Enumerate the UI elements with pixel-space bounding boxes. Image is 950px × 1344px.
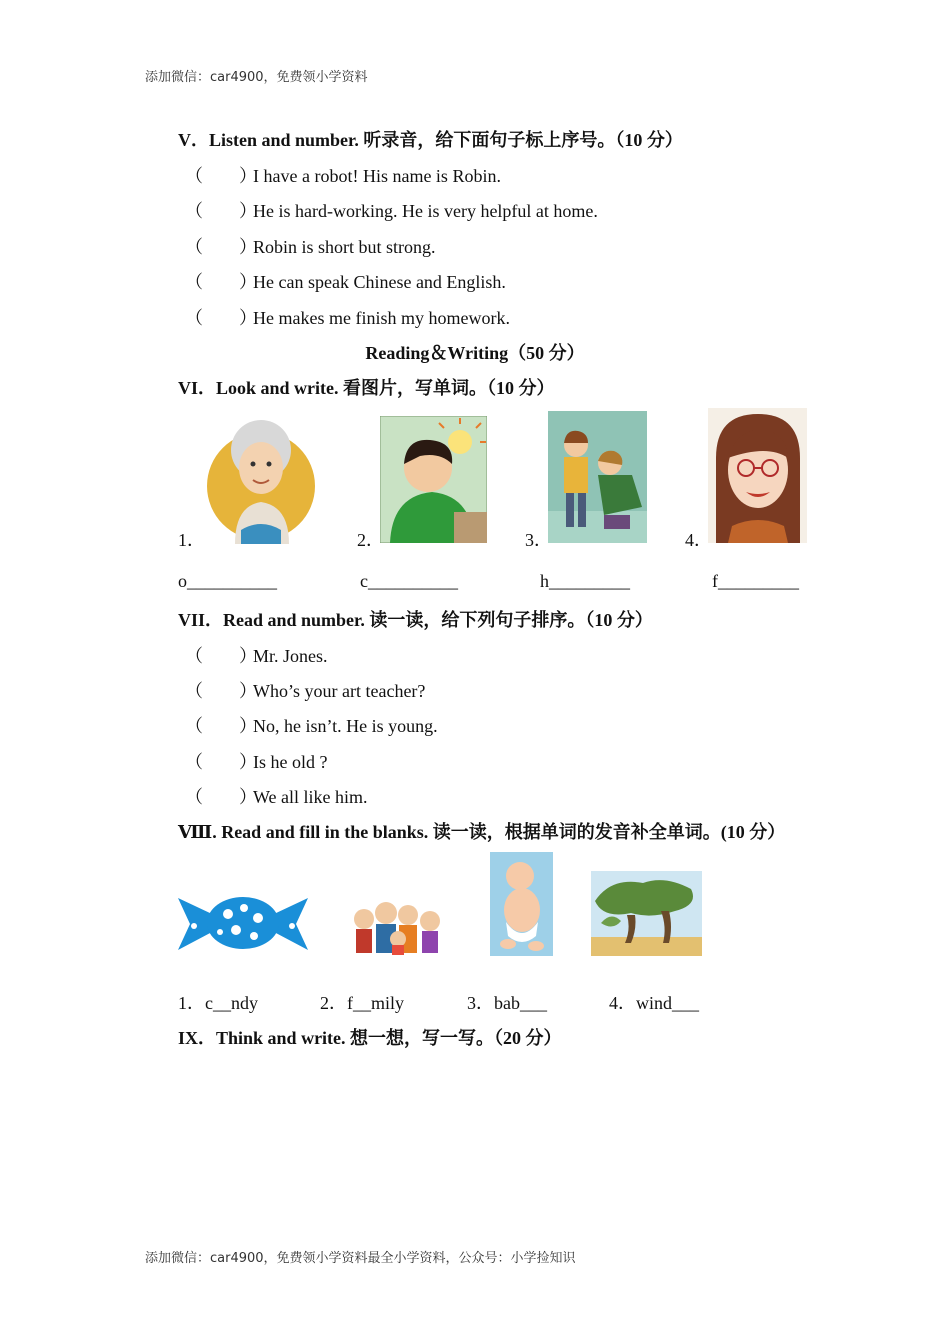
item-text: He makes me finish my homework. [253,308,510,328]
list-item [185,304,510,330]
list-item [185,268,506,294]
item-text: Mr. Jones. [253,646,328,666]
item-text: No, he isn’t. He is young. [253,716,438,736]
answer-paren[interactable]: （ ） [185,201,257,221]
section-6-title: VI．Look and write. 看图片，写单词。（10 分） [178,378,555,398]
answer-paren[interactable]: （ ） [185,787,257,807]
section-9-title: IX．Think and write. 想一想，写一写。（20 分） [178,1028,562,1048]
item-text: Robin is short but strong. [253,237,436,257]
family-icon [346,895,450,957]
answer-paren[interactable]: （ ） [185,308,257,328]
windy-trees-icon [591,871,702,956]
item-text: Is he old ? [253,752,328,772]
thinking-boy-icon [380,416,487,543]
picture-number: 4． [685,530,712,550]
word-blank[interactable]: c__________ [360,571,458,591]
picture-number: 2． [357,530,384,550]
list-item [185,783,368,809]
candy-icon [178,888,308,956]
item-text: He is hard-working. He is very helpful at home. [253,201,598,221]
footer-note: 添加微信：car4900，免费领小学资料最全小学资料，公众号：小学捡知识 [145,1251,576,1266]
answer-paren[interactable]: （ ） [185,646,257,666]
word-blank[interactable]: f_________ [712,571,799,591]
item-text: I have a robot! His name is Robin. [253,166,501,186]
section-5-title: V．Listen and number. 听录音，给下面句子标上序号。（10 分） [178,130,683,150]
section-8-title: Ⅷ. Read and fill in the blanks. 读一读，根据单词的发音补全单词。(10 分） [178,822,786,842]
list-item [185,642,328,668]
list-item [185,162,501,188]
baby-icon [490,852,553,956]
list-item [185,197,598,223]
picture-number: 1． [178,530,205,550]
item-text: We all like him. [253,787,368,807]
word-blank[interactable]: h_________ [540,571,630,591]
list-item [185,748,327,774]
answer-paren[interactable]: （ ） [185,681,257,701]
fill-word[interactable]: 3．bab___ [467,993,547,1013]
grandma-icon [205,410,317,544]
item-text: Who’s your art teacher? [253,681,426,701]
section-7-title: VII．Read and number. 读一读，给下列句子排序。（10 分） [178,610,653,630]
answer-paren[interactable]: （ ） [185,716,257,736]
list-item [185,233,436,259]
answer-paren[interactable]: （ ） [185,272,257,292]
part-title: Reading＆Writing（50 分） [365,343,585,363]
helping-kids-icon [548,411,647,543]
word-blank[interactable]: o__________ [178,571,277,591]
list-item [185,712,438,738]
answer-paren[interactable]: （ ） [185,752,257,772]
item-text: He can speak Chinese and English. [253,272,506,292]
answer-paren[interactable]: （ ） [185,166,257,186]
answer-paren[interactable]: （ ） [185,237,257,257]
list-item [185,677,425,703]
smiling-woman-icon [708,408,807,543]
fill-word[interactable]: 4．wind___ [609,993,699,1013]
picture-number: 3． [525,530,552,550]
fill-word[interactable]: 2．f__mily [320,993,404,1013]
header-note: 添加微信：car4900，免费领小学资料 [145,70,368,85]
fill-word[interactable]: 1．c__ndy [178,993,258,1013]
